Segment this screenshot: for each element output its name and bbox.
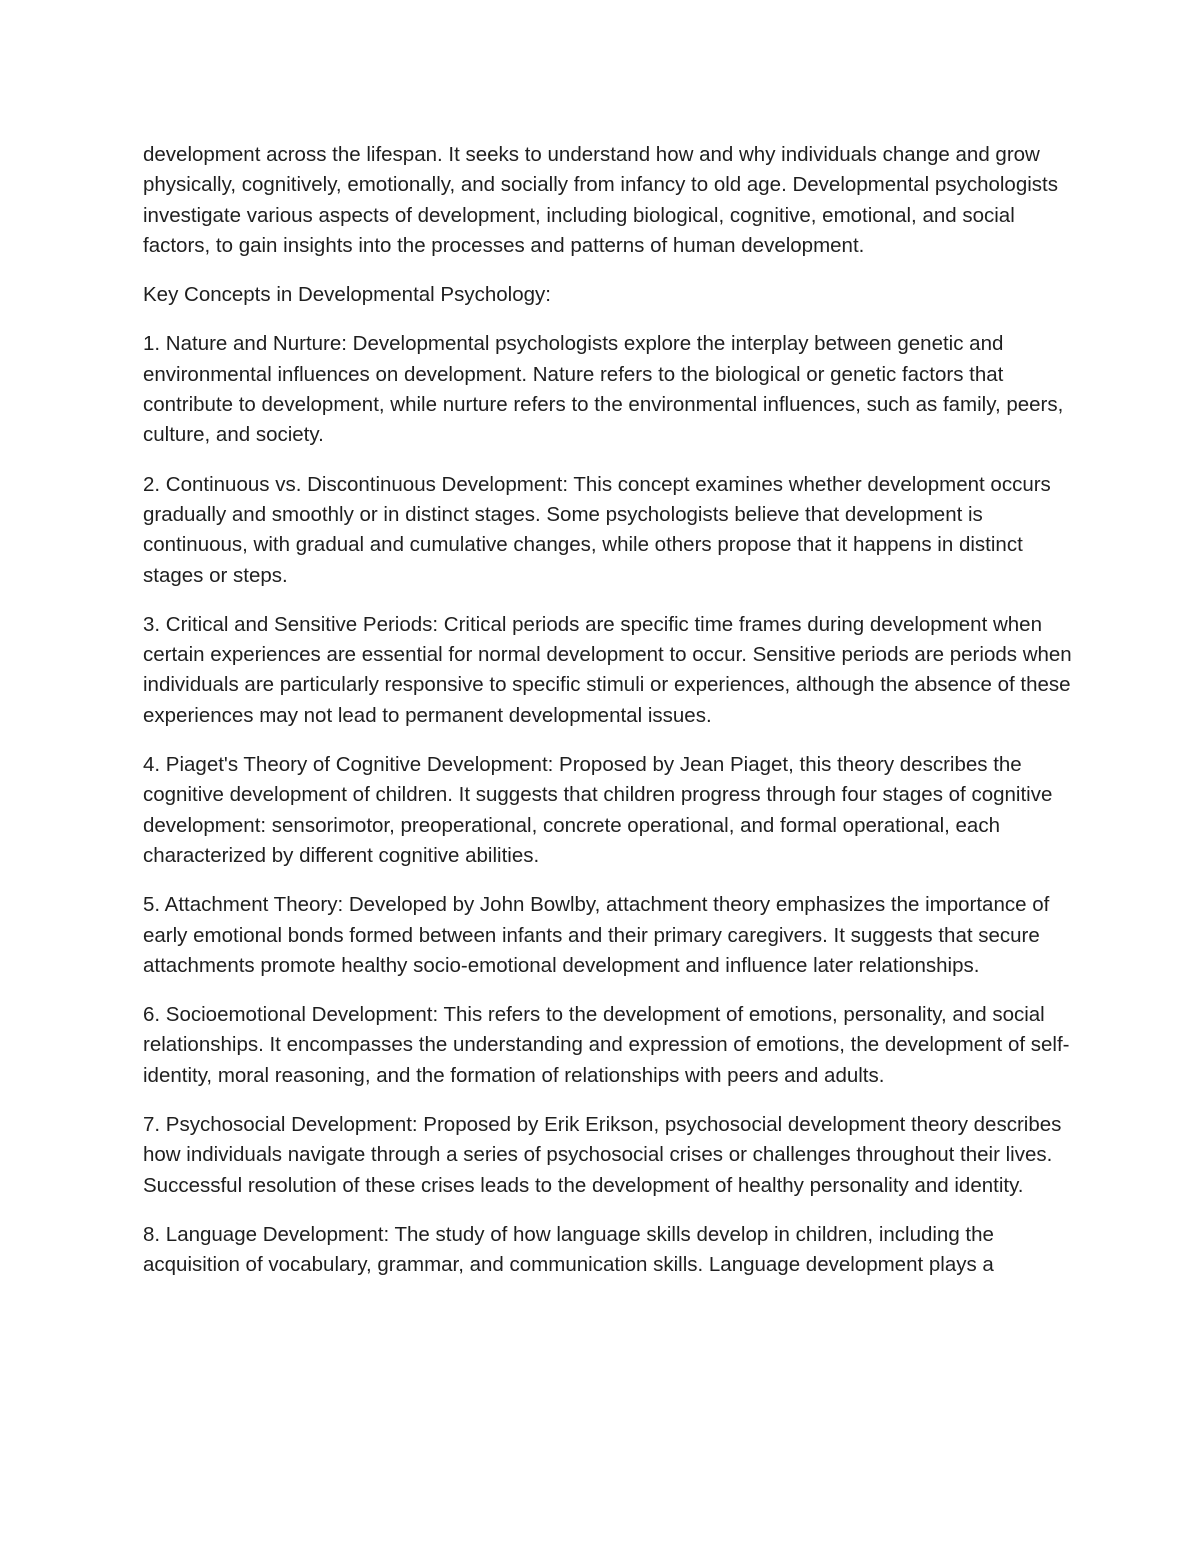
- concept-nature-nurture: 1. Nature and Nurture: Developmental psychologists explore the interplay between genetic and environmental influences on development. Nature refers to the biological or genetic factors that contribute to development, while nurture refers to the environmental influences, such as family, peers, culture, and society.: [143, 332, 1064, 447]
- section-heading: Key Concepts in Developmental Psychology:: [143, 283, 551, 307]
- concept-language-development: 8. Language Development: The study of how language skills develop in children, including the acquisition of vocabulary, grammar, and communication skills. Language development plays a: [143, 1222, 994, 1277]
- concept-attachment-theory: 5. Attachment Theory: Developed by John Bowlby, attachment theory emphasizes the importance of early emotional bonds formed between infants and their primary caregivers. It suggests that secure attachments promote healthy socio-emotional development and influence later relationships.: [143, 893, 1050, 977]
- concept-continuous-discontinuous: 2. Continuous vs. Discontinuous Development: This concept examines whether development occurs gradually and smoothly or in distinct stages. Some psychologists believe that development is continuous, with gradual and cumulative changes, while others propose that it happens in distinct stages or steps.: [143, 472, 1051, 587]
- concept-critical-sensitive-periods: 3. Critical and Sensitive Periods: Critical periods are specific time frames during development when certain experiences are essential for normal development to occur. Sensitive periods are periods when individuals are particularly responsive to specific stimuli or experiences, although the absence of these experiences may not lead to permanent developmental issues.: [143, 612, 1072, 727]
- intro-paragraph: development across the lifespan. It seeks to understand how and why individuals change and grow physically, cognitively, emotionally, and socially from infancy to old age. Developmental psychologists investigate various aspects of development, including biological, cognitive, emotional, and social factors, to gain insights into the processes and patterns of human development.: [143, 143, 1058, 257]
- concept-piaget-theory: 4. Piaget's Theory of Cognitive Development: Proposed by Jean Piaget, this theory describes the cognitive development of children. It suggests that children progress through four stages of cognitive development: sensorimotor, preoperational, concrete operational, and formal operational, each characterized by different cognitive abilities.: [143, 753, 1053, 867]
- concept-socioemotional-development: 6. Socioemotional Development: This refers to the development of emotions, personality, and social relationships. It encompasses the understanding and expression of emotions, the development of self-identity, moral reasoning, and the formation of relationships with peers and adults.: [143, 1003, 1070, 1087]
- concept-psychosocial-development: 7. Psychosocial Development: Proposed by Erik Erikson, psychosocial development theory describes how individuals navigate through a series of psychosocial crises or challenges throughout their lives. Successful resolution of these crises leads to the development of healthy personality and identity.: [143, 1113, 1062, 1197]
- document-body: [143, 140, 1078, 1300]
